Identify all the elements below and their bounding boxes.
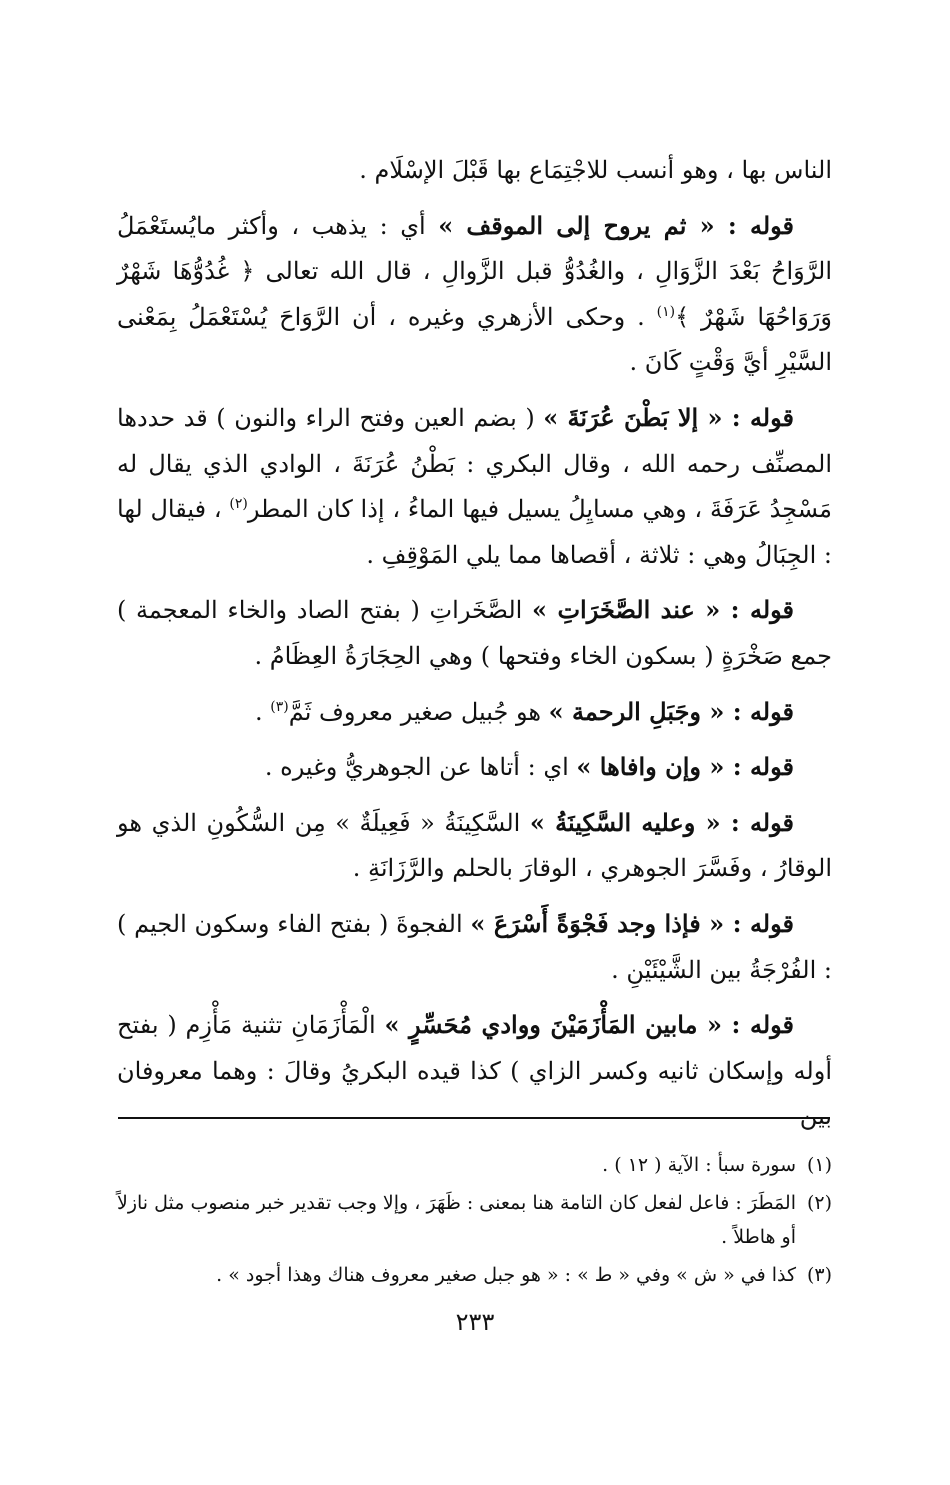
footnote-3 [117,1258,832,1292]
footnote-divider [118,1117,830,1119]
paragraph-6 [117,800,832,892]
footnote-ref-3: (٣) [270,698,289,715]
footnote-ref-2: (٢) [229,496,248,513]
paragraph-tail: ، فيقال لها : الجِبَالُ وهي : ثلاثة ، أقصاها مما يلي المَوْقِفِ . [117,495,832,569]
paragraph-lead: قوله : « وإن وافاها » [576,752,794,782]
paragraph-lead: قوله : « مابين المَأْزَمَيْنَ ووادي مُحَسِّرٍ » [384,1010,795,1040]
paragraph-text: الفجوةَ ( بفتح الفاء وسكون الجيم ) : الفُرْجَةُ بين الشَّيْئَيْنِ . [117,909,832,984]
paragraph-text: السَّكِينَةُ « فَعِيلَةٌ » مِن السُّكُونِ الذي هو الوقارُ ، وفَسَّرَ الجوهري ، الوقارَ بالحلم والرَّزَانَةِ . [117,808,832,883]
paragraph-tail: . وحكى الأزهري وغيره ، أن الرَّوَاحَ يُسْتَعْمَلُ بِمَعْنى السَّيْرِ أيَّ وَقْتٍ كَانَ . [117,302,832,377]
footnote-number: (١) [806,1154,832,1176]
paragraph-text: أي : يذهب ، وأكثر مايُستَعْمَلُ الرَّوَاحُ بَعْدَ الزَّوَالِ ، والغُدُوُّ قبل الزَّوالِ ، قال الله تعالى ﴿ غُدُوُّهَا شَهْرٌ وَرَوَاحُهَا شَهْرٌ ﴾ [117,211,833,331]
paragraph-text: اي : أتاها عن الجوهريُّ وغيره . [264,753,577,782]
paragraph-tail: . [254,697,271,726]
paragraph-0 [117,148,832,194]
main-text [117,148,832,1149]
paragraph-2 [117,395,832,578]
paragraph-1 [117,203,832,386]
paragraph-text: الناس بها ، وهو أنسب للاجْتِمَاع بها قَبْلَ الإسْلَام . [359,156,832,184]
paragraph-text: الْمَأْزَمَانِ تثنية مَأْزِم ( بفتح أوله وإسكان ثانيه وكسر الزاي ) كذا قيده البكريُ وقالَ : وهما معروفان بين [117,1011,832,1131]
footnote-text: كذا في « ش » وفي « ط » : « هو جبل صغير معروف هناك وهذا أجود » . [216,1264,796,1286]
paragraph-text: ( بضم العين وفتح الراء والنون ) قد حددها المصنِّف رحمه الله ، وقال البكري : بَطْنُ عُرَنَةَ ، الوادي الذي يقال له مَسْجِدُ عَرَفَةَ ، وهي مسايِلُ يسيل فيها الماءُ ، إذا كان المطر [117,403,832,524]
paragraph-lead: قوله : « فإذا وجد فَجْوَةً أَسْرَعَ » [470,908,794,938]
paragraph-lead: قوله : « إلا بَطْنَ عُرَنَةَ » [543,402,794,432]
paragraph-lead: قوله : « ثم يروح إلى الموقف » [438,210,795,240]
footnotes [117,1148,832,1296]
footnote-1 [117,1148,832,1182]
paragraph-lead: قوله : « وجَبَلِ الرحمة » [548,696,794,726]
paragraph-7 [117,901,832,993]
footnote-ref-1: (١) [656,303,676,320]
footnote-number: (٣) [806,1264,832,1286]
paragraph-3 [117,587,832,679]
paragraph-8 [117,1002,832,1140]
footnote-number: (٢) [806,1192,832,1214]
paragraph-lead: قوله : « وعليه السَّكِينَةُ » [529,807,794,837]
paragraph-lead: قوله : « عند الصَّخَرَاتِ » [532,595,795,625]
paragraph-5 [117,744,832,791]
paragraph-text: الصَّخَراتِ ( بفتح الصاد والخاء المعجمة ) جمع صَخْرَةٍ ( بسكون الخاء وفتحها ) وهي الحِجَارَةُ العِظَامُ . [117,596,832,670]
paragraph-4 [117,689,832,736]
paragraph-text: هو جُبيل صغير معروف ثَمَّ [288,697,549,726]
page-number: ٢٣٣ [455,1308,495,1336]
footnote-text: سورة سبأ : الآية ( ١٢ ) . [602,1154,796,1176]
footnote-2 [117,1186,832,1254]
footnote-text: المَطَرَ : فاعل لفعل كان التامة هنا بمعنى : ظَهَرَ ، وإلا وجب تقدير خبر منصوب مثل نازلاً أو هاطلاً . [117,1192,796,1248]
